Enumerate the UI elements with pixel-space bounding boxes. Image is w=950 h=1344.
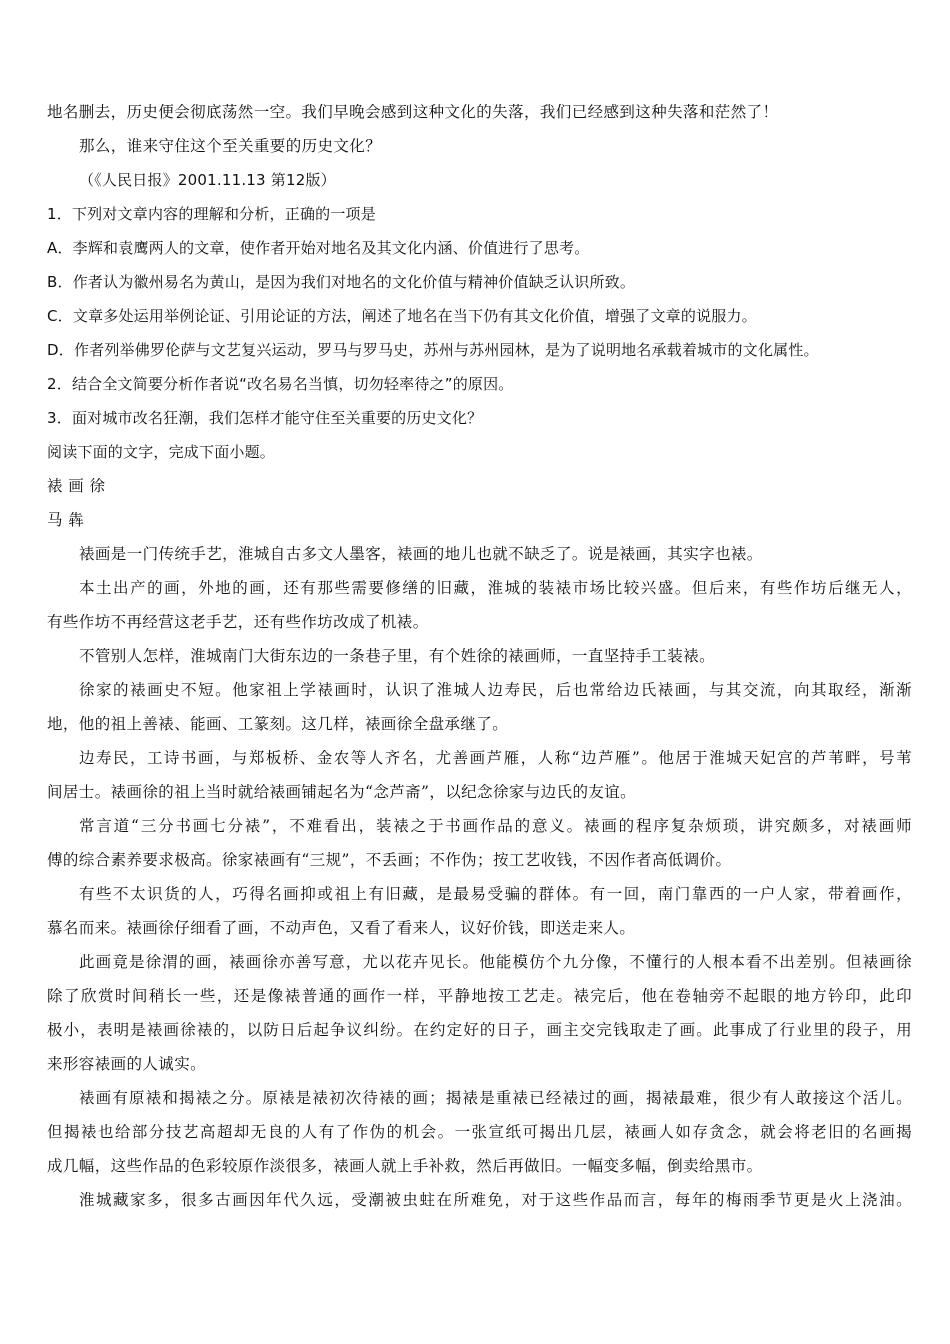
- story-paragraph-line: 傅的综合素养要求极高。徐家裱画有“三规”，不丢画；不作伪；按工艺收钱，不因作者高低调价。: [47, 851, 732, 869]
- question-3: 3．面对城市改名狂潮，我们怎样才能守住至关重要的历史文化？: [47, 409, 483, 427]
- question-1: 1．下列对文章内容的理解和分析，正确的一项是: [47, 205, 376, 223]
- story-paragraph-line: 裱画是一门传统手艺，淮城自古多文人墨客，裱画的地儿也就不缺乏了。说是裱画，其实字也裱。: [79, 545, 763, 563]
- story-paragraph-line: 成几幅，这些作品的色彩较原作淡很多，裱画人就上手补救，然后再做旧。一幅变多幅，倒卖给黑市。: [47, 1157, 763, 1175]
- question-1-option-b: B．作者认为徽州易名为黄山，是因为我们对地名的文化价值与精神价值缺乏认识所致。: [47, 273, 636, 291]
- story-author: 马 犇: [47, 511, 85, 529]
- previous-article-closing-line: 地名删去，历史便会彻底荡然一空。我们早晚会感到这种文化的失落，我们已经感到这种失落和茫然了！: [47, 103, 779, 121]
- question-1-option-a: A．李辉和袁鹰两人的文章，使作者开始对地名及其文化内涵、价值进行了思考。: [47, 239, 590, 257]
- story-paragraph-line: 有些不太识货的人，巧得名画抑或祖上有旧藏，是最易受骗的群体。有一回，南门靠西的一户人家，带着画作，: [79, 885, 912, 903]
- story-paragraph-line: 不管别人怎样，淮城南门大街东边的一条巷子里，有个姓徐的裱画师，一直坚持手工装裱。: [79, 647, 716, 665]
- story-paragraph-line: 地，他的祖上善裱、能画、工篆刻。这几样，裱画徐全盘承继了。: [47, 715, 509, 733]
- story-paragraph-line: 淮城藏家多，很多古画因年代久远，受潮被虫蛀在所难免，对于这些作品而言，每年的梅雨季节更是火上浇油。: [79, 1191, 912, 1209]
- article-source-citation: （《人民日报》2001.11.13 第12版）: [79, 171, 336, 189]
- story-paragraph-line: 但揭裱也给部分技艺高超却无良的人有了作伪的机会。一张宣纸可揭出几层，裱画人如存贪念，就会将老旧的名画揭: [47, 1123, 912, 1141]
- story-paragraph-line: 来形容裱画的人诚实。: [47, 1055, 207, 1073]
- question-1-option-d: D．作者列举佛罗伦萨与文艺复兴运动，罗马与罗马史，苏州与苏州园林，是为了说明地名承载着城市的文化属性。: [47, 341, 819, 359]
- story-paragraph-line: 除了欣赏时间稍长一些，还是像裱普通的画作一样，平静地按工艺走。裱完后，他在卷轴旁不起眼的地方钤印，此印: [47, 987, 912, 1005]
- story-paragraph-line: 此画竟是徐渭的画，裱画徐亦善写意，尤以花卉见长。他能模仿个九分像，不懂行的人根本看不出差别。但裱画徐: [79, 953, 912, 971]
- story-paragraph-line: 徐家的裱画史不短。他家祖上学裱画时，认识了淮城人边寿民，后也常给边氏裱画，与其交流，向其取经，渐渐: [79, 681, 912, 699]
- story-paragraph-line: 常言道“三分书画七分裱”，不难看出，装裱之于书画作品的意义。裱画的程序复杂烦琐，讲究颇多，对裱画师: [79, 817, 912, 835]
- previous-article-question-line: 那么，谁来守住这个至关重要的历史文化？: [79, 137, 382, 155]
- story-paragraph-line: 本土出产的画，外地的画，还有那些需要修缮的旧藏，淮城的装裱市场比较兴盛。但后来，有些作坊后继无人，: [79, 579, 912, 597]
- question-2: 2．结合全文简要分析作者说“改名易名当慎，切勿轻率待之”的原因。: [47, 375, 514, 393]
- story-paragraph-line: 有些作坊不再经营这老手艺，还有些作坊改成了机裱。: [47, 613, 429, 631]
- story-paragraph-line: 极小，表明是裱画徐裱的，以防日后起争议纠纷。在约定好的日子，画主交完钱取走了画。此事成了行业里的段子，用: [47, 1021, 912, 1039]
- story-paragraph-line: 间居士。裱画徐的祖上当时就给裱画铺起名为“念芦斋”，以纪念徐家与边氏的友谊。: [47, 783, 637, 801]
- story-title: 裱 画 徐: [47, 477, 106, 495]
- story-paragraph-line: 慕名而来。裱画徐仔细看了画，不动声色，又看了看来人，议好价钱，即送走来人。: [47, 919, 636, 937]
- reading-instruction: 阅读下面的文字，完成下面小题。: [47, 443, 276, 461]
- story-paragraph-line: 裱画有原裱和揭裱之分。原裱是裱初次待裱的画；揭裱是重裱已经裱过的画，揭裱最难，很少有人敢接这个活儿。: [79, 1089, 912, 1107]
- question-1-option-c: C．文章多处运用举例论证、引用论证的方法，阐述了地名在当下仍有其文化价值，增强了文章的说服力。: [47, 307, 757, 325]
- story-paragraph-line: 边寿民，工诗书画，与郑板桥、金农等人齐名，尤善画芦雁，人称“边芦雁”。他居于淮城天妃宫的芦苇畔，号苇: [79, 749, 912, 767]
